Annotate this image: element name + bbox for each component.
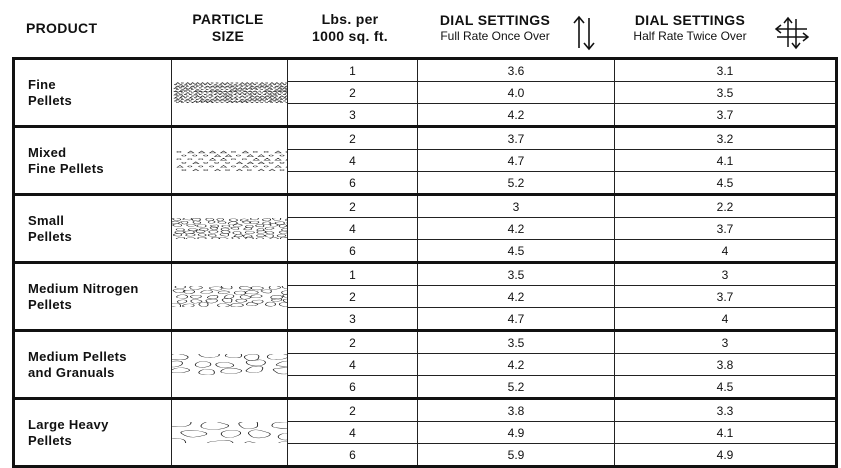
product-name bbox=[14, 331, 172, 399]
lbs-cell: 4 bbox=[288, 422, 418, 444]
particle-size-header bbox=[174, 0, 282, 56]
full-rate-cell: 3 bbox=[418, 195, 615, 218]
table-row bbox=[14, 331, 837, 354]
up-down-arrows-icon bbox=[571, 14, 597, 52]
half-rate-cell: 4 bbox=[615, 308, 837, 331]
half-rate-cell: 3.5 bbox=[615, 82, 837, 104]
lbs-header-line2: 1000 sq. ft. bbox=[312, 28, 388, 44]
lbs-cell: 2 bbox=[288, 286, 418, 308]
lbs-cell: 6 bbox=[288, 444, 418, 467]
half-rate-cell: 3.1 bbox=[615, 59, 837, 82]
full-rate-cell: 3.8 bbox=[418, 399, 615, 422]
particle-size-header-line2: SIZE bbox=[211, 28, 245, 44]
particle-size-pattern bbox=[172, 399, 288, 467]
lbs-cell: 3 bbox=[288, 104, 418, 127]
table-row bbox=[14, 399, 837, 422]
full-rate-cell: 4.2 bbox=[418, 218, 615, 240]
product-name bbox=[14, 127, 172, 195]
half-rate-cell: 4.9 bbox=[615, 444, 837, 467]
lbs-cell: 2 bbox=[288, 127, 418, 150]
full-rate-cell: 5.9 bbox=[418, 444, 615, 467]
product-name bbox=[14, 263, 172, 331]
product-header bbox=[26, 0, 136, 56]
texture-small-blobs bbox=[172, 218, 287, 239]
full-rate-cell: 4.7 bbox=[418, 150, 615, 172]
lbs-cell: 4 bbox=[288, 354, 418, 376]
lbs-cell: 3 bbox=[288, 308, 418, 331]
half-rate-cell: 3.2 bbox=[615, 127, 837, 150]
full-rate-cell: 3.5 bbox=[418, 263, 615, 286]
half-rate-cell: 3.8 bbox=[615, 354, 837, 376]
full-rate-cell: 4.2 bbox=[418, 104, 615, 127]
product-name-line: Pellets bbox=[28, 92, 73, 108]
half-rate-cell: 4.1 bbox=[615, 422, 837, 444]
lbs-cell: 2 bbox=[288, 195, 418, 218]
lbs-cell: 1 bbox=[288, 263, 418, 286]
half-rate-cell: 3 bbox=[615, 331, 837, 354]
half-rate-cell: 3.7 bbox=[615, 104, 837, 127]
texture-fine-triangles bbox=[172, 82, 287, 103]
full-rate-cell: 3.7 bbox=[418, 127, 615, 150]
half-rate-cell: 3.3 bbox=[615, 399, 837, 422]
full-rate-cell: 4.2 bbox=[418, 286, 615, 308]
half-rate-cell: 4.5 bbox=[615, 172, 837, 195]
table-row bbox=[14, 195, 837, 218]
texture-heavy-blobs bbox=[172, 422, 287, 443]
product-name-line: Pellets bbox=[28, 296, 73, 312]
half-rate-header bbox=[620, 0, 760, 56]
product-name-line: Small bbox=[28, 212, 65, 228]
full-rate-header bbox=[425, 0, 565, 56]
half-rate-header-title: DIAL SETTINGS bbox=[634, 12, 746, 28]
full-rate-cell: 5.2 bbox=[418, 172, 615, 195]
lbs-cell: 1 bbox=[288, 59, 418, 82]
half-rate-cell: 3.7 bbox=[615, 218, 837, 240]
product-name-line: Medium Pellets bbox=[28, 348, 127, 364]
particle-size-pattern bbox=[172, 127, 288, 195]
lbs-cell: 6 bbox=[288, 172, 418, 195]
half-rate-cell: 4 bbox=[615, 240, 837, 263]
product-name bbox=[14, 59, 172, 127]
product-name-line: Pellets bbox=[28, 228, 73, 244]
lbs-cell: 4 bbox=[288, 150, 418, 172]
lbs-cell: 2 bbox=[288, 331, 418, 354]
texture-medium-blobs bbox=[172, 286, 287, 307]
product-name bbox=[14, 399, 172, 467]
particle-size-pattern bbox=[172, 59, 288, 127]
full-rate-cell: 5.2 bbox=[418, 376, 615, 399]
full-rate-cell: 4.9 bbox=[418, 422, 615, 444]
lbs-header-line1: Lbs. per bbox=[321, 11, 379, 27]
lbs-cell: 2 bbox=[288, 82, 418, 104]
half-rate-cell: 3.7 bbox=[615, 286, 837, 308]
particle-size-pattern bbox=[172, 331, 288, 399]
product-name-line: Large Heavy bbox=[28, 416, 109, 432]
product-name bbox=[14, 195, 172, 263]
product-name-line: Pellets bbox=[28, 432, 73, 448]
table-row bbox=[14, 59, 837, 82]
particle-size-header-line1: PARTICLE bbox=[192, 11, 264, 27]
product-name-line: Medium Nitrogen bbox=[28, 280, 139, 296]
product-name-line: Fine bbox=[28, 76, 56, 92]
product-name-line: Fine Pellets bbox=[28, 160, 104, 176]
half-rate-cell: 4.5 bbox=[615, 376, 837, 399]
table-row bbox=[14, 263, 837, 286]
full-rate-header-title: DIAL SETTINGS bbox=[439, 12, 551, 28]
lbs-cell: 4 bbox=[288, 218, 418, 240]
full-rate-cell: 3.6 bbox=[418, 59, 615, 82]
lbs-header bbox=[290, 0, 410, 56]
half-rate-cell: 4.1 bbox=[615, 150, 837, 172]
lbs-cell: 6 bbox=[288, 376, 418, 399]
half-rate-header-subtitle: Half Rate Twice Over bbox=[633, 29, 747, 43]
full-rate-cell: 4.5 bbox=[418, 240, 615, 263]
texture-large-blobs bbox=[172, 354, 287, 375]
product-header-label: PRODUCT bbox=[26, 19, 98, 36]
texture-mixed-triangles-circles bbox=[172, 150, 287, 171]
full-rate-header-subtitle: Full Rate Once Over bbox=[440, 29, 550, 43]
crosshatch-arrows-icon bbox=[772, 14, 812, 52]
dial-settings-table bbox=[12, 57, 838, 468]
full-rate-cell: 4.2 bbox=[418, 354, 615, 376]
half-rate-cell: 3 bbox=[615, 263, 837, 286]
product-name-line: and Granuals bbox=[28, 364, 115, 380]
half-rate-cell: 2.2 bbox=[615, 195, 837, 218]
particle-size-pattern bbox=[172, 263, 288, 331]
full-rate-cell: 4.0 bbox=[418, 82, 615, 104]
full-rate-cell: 4.7 bbox=[418, 308, 615, 331]
particle-size-pattern bbox=[172, 195, 288, 263]
table-row bbox=[14, 127, 837, 150]
lbs-cell: 2 bbox=[288, 399, 418, 422]
full-rate-cell: 3.5 bbox=[418, 331, 615, 354]
product-name-line: Mixed bbox=[28, 144, 67, 160]
lbs-cell: 6 bbox=[288, 240, 418, 263]
